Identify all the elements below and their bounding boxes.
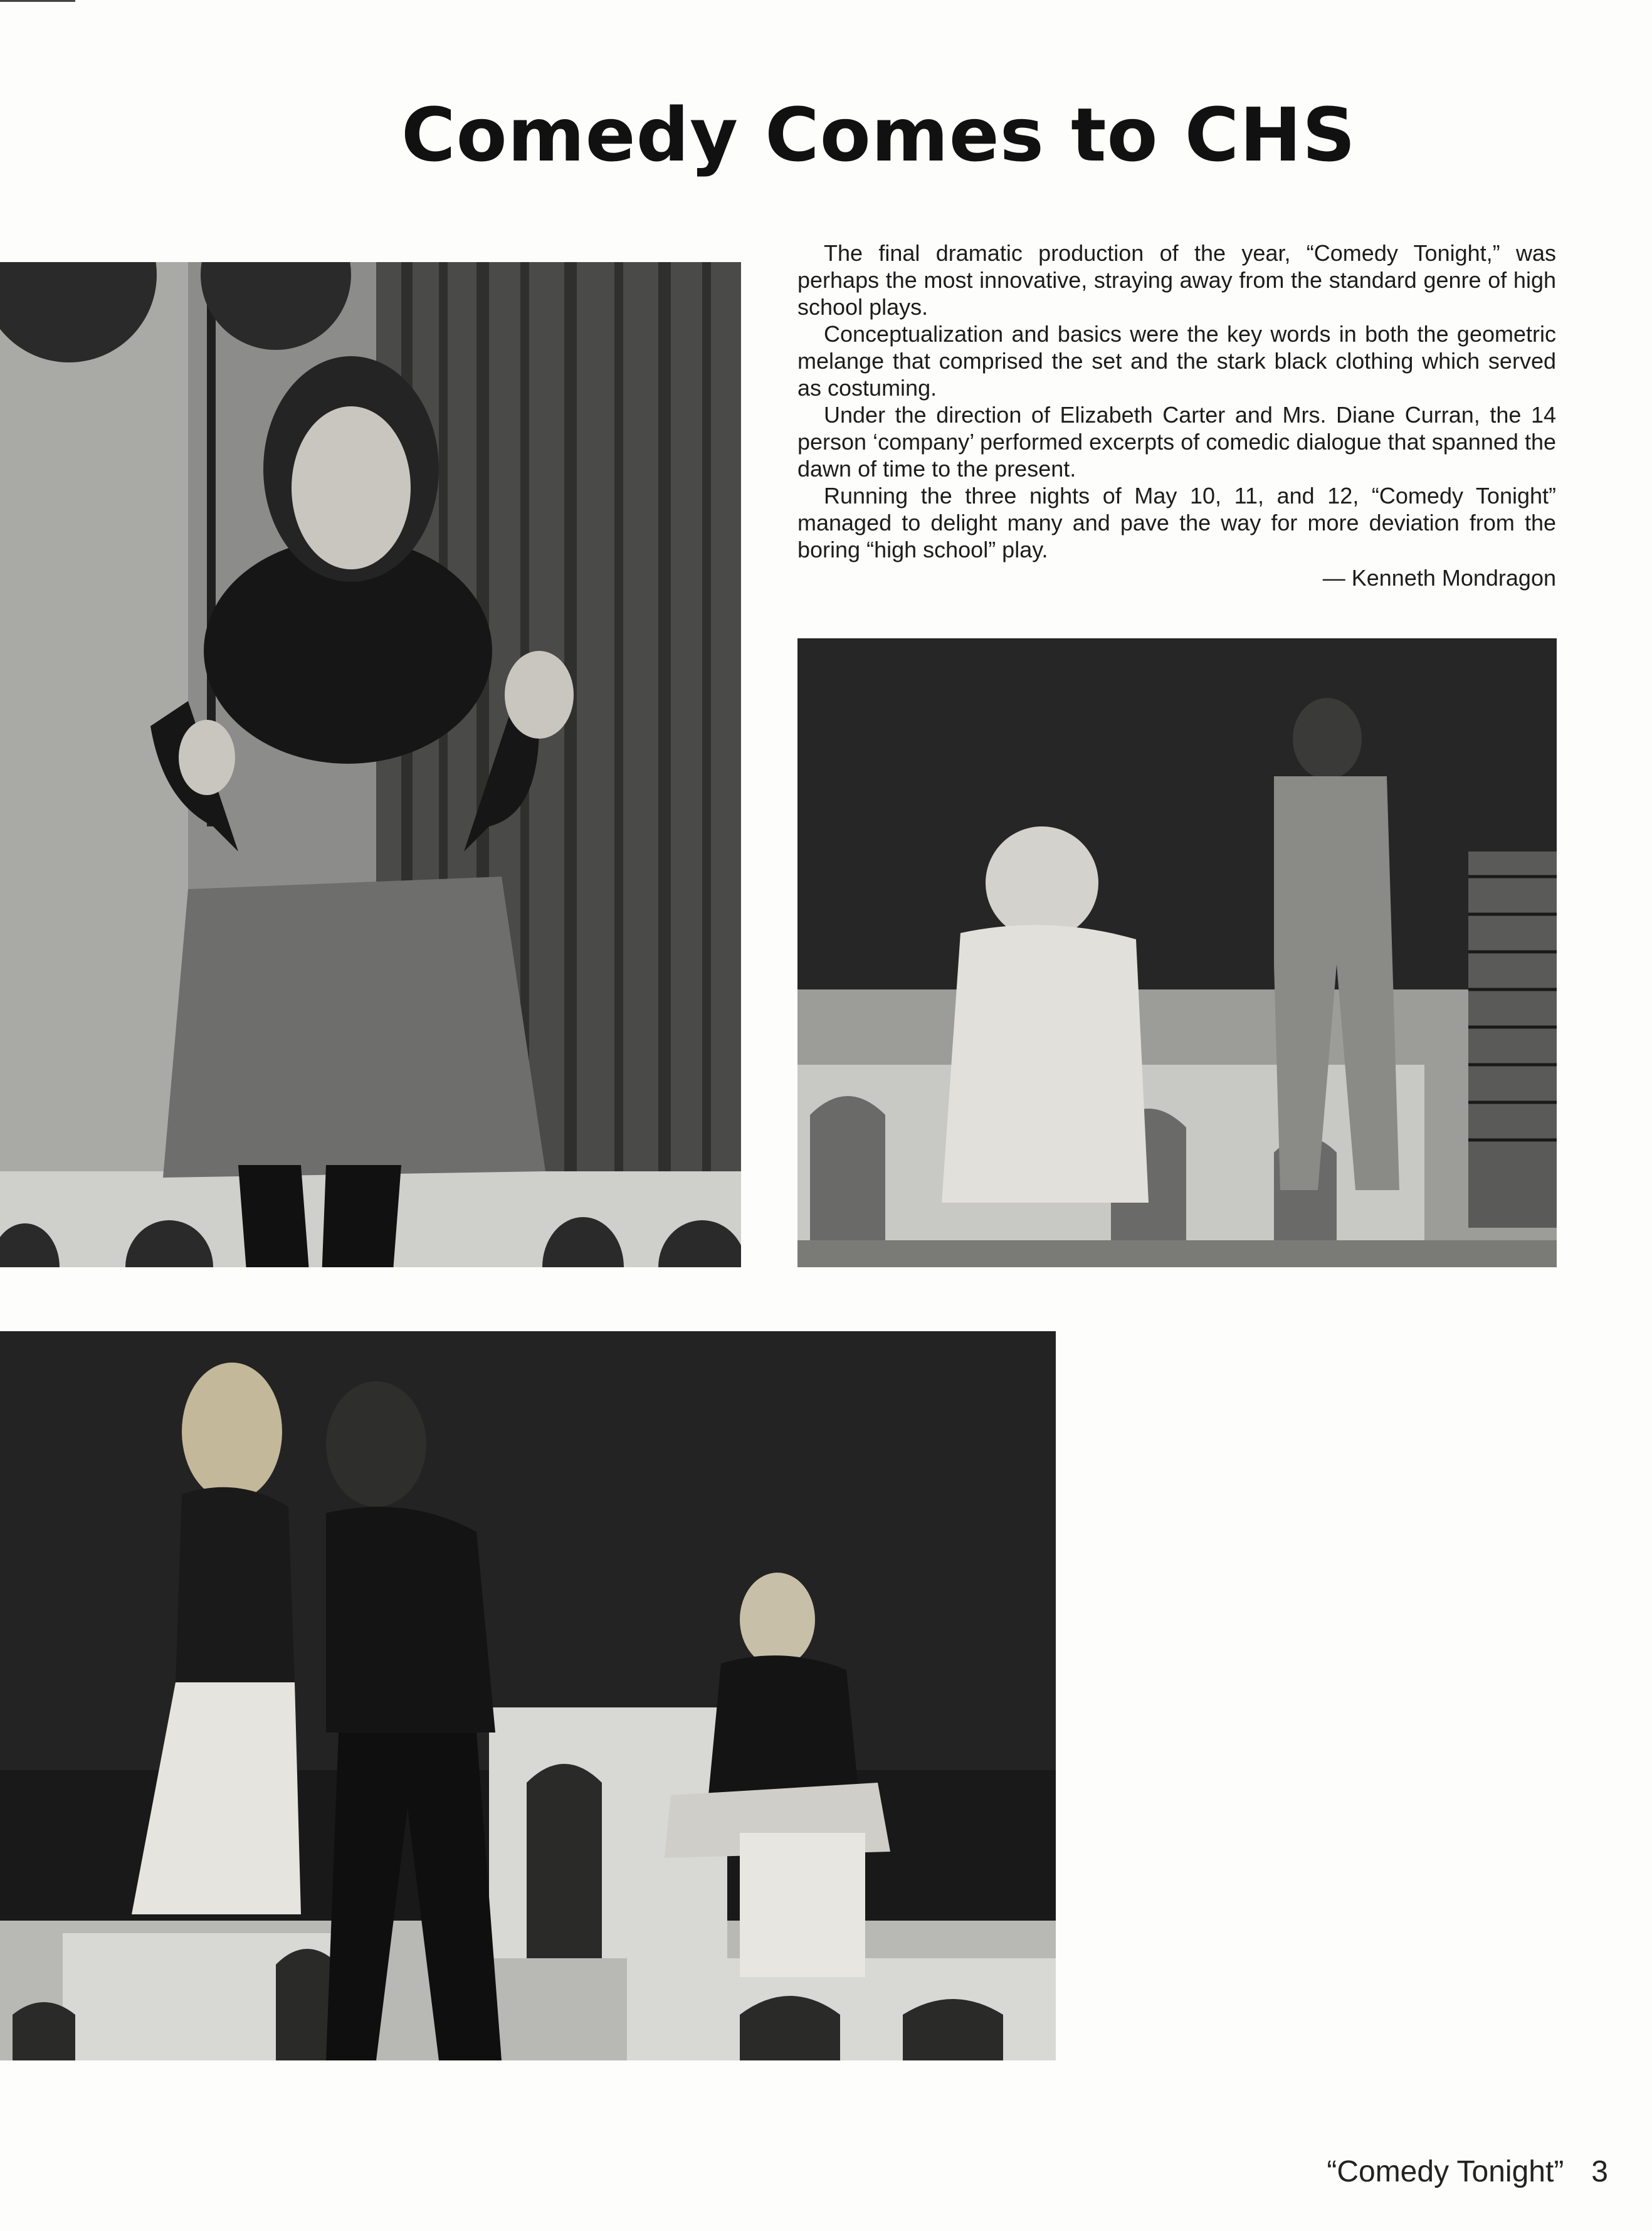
page-footer <box>1276 2153 1652 2191</box>
article-paragraph-2: Conceptualization and basics were the key words in both the geometric melange that comprised the set and the stark black clothing which served as costuming. <box>797 321 1556 401</box>
photo-stage-scene-three-actors <box>0 1331 1056 2060</box>
page-number: 3 <box>1591 2155 1608 2188</box>
page-title: Comedy Comes to CHS <box>401 92 1356 178</box>
photo-stage-scene-two-actors <box>797 638 1557 1267</box>
photo-actress-with-headset <box>0 262 741 1267</box>
article-body <box>797 240 1556 591</box>
top-rule <box>0 0 75 2</box>
footer-caption: “Comedy Tonight” <box>1327 2155 1564 2188</box>
article-paragraph-3: Under the direction of Elizabeth Carter and Mrs. Diane Curran, the 14 person ‘company’ performed excerpts of comedic dialogue that spanned the dawn of time to the present. <box>797 402 1556 482</box>
article-paragraph-4: Running the three nights of May 10, 11, and 12, “Comedy Tonight” managed to delight many and pave the way for more deviation from the boring “high school” play. <box>797 483 1556 562</box>
article-paragraph-1: The final dramatic production of the year, “Comedy Tonight,” was perhaps the most innovative, straying away from the standard genre of high school plays. <box>797 240 1556 320</box>
article-byline: — Kenneth Mondragon <box>1322 565 1556 591</box>
